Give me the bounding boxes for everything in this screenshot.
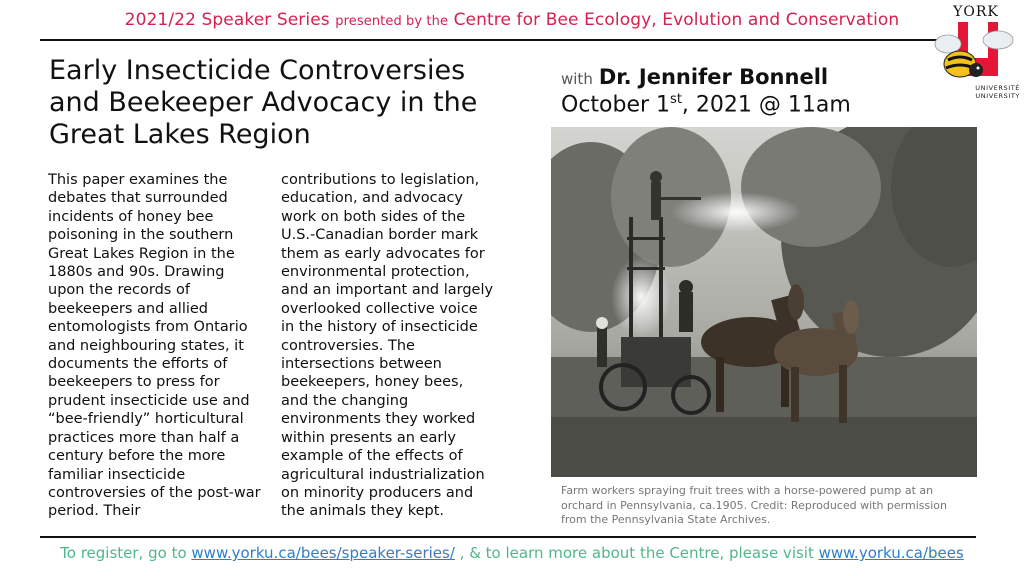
speaker-line: [561, 65, 921, 89]
bottom-divider: [40, 536, 976, 538]
photo-illustration: [551, 127, 977, 477]
footer-text-register: To register, go to: [60, 544, 192, 562]
talk-title: Early Insecticide Controversies and Beekeeper Advocacy in the Great Lakes Region: [49, 55, 478, 150]
date-suffix: , 2021 @ 11am: [681, 92, 851, 118]
date-prefix: October 1: [561, 92, 671, 118]
york-university-logo: [932, 4, 1020, 100]
date-ordinal: st: [670, 92, 682, 107]
logo-universite-text: UNIVERSITÉ: [975, 84, 1020, 92]
top-divider: [40, 39, 965, 41]
orchard-spraying-photo: [551, 127, 977, 477]
logo-york-text: YORK: [953, 4, 999, 20]
bee-logo-icon: [934, 20, 1018, 84]
speaker-series-link[interactable]: www.yorku.ca/bees/speaker-series/: [191, 544, 455, 562]
series-label: 2021/22 Speaker Series: [124, 10, 330, 30]
logo-university-text: UNIVERSITY: [975, 92, 1020, 100]
speaker-name: Dr. Jennifer Bonnell: [598, 65, 829, 89]
centre-name: Centre for Bee Ecology, Evolution and Conservation: [453, 10, 900, 30]
bees-centre-link[interactable]: www.yorku.ca/bees: [818, 544, 964, 562]
with-label: with: [561, 70, 593, 88]
abstract-column-1: This paper examines the debates that surrounded incidents of honey bee poisoning in the southern Great Lakes Region in the 1880s and 90s. Drawing upon the records of beekeepers and allied entomologists from Ontario and neighbouring states, it documents the efforts of beekeepers to press for prudent insecticide use and “bee-friendly” horticultural practices more than half a century before the more familiar insecticide controversies of the post-war period. Their: [48, 172, 261, 520]
footer-text-learn-more: , & to learn more about the Centre, please visit: [454, 544, 819, 562]
abstract-column-2: contributions to legislation, education, and advocacy work on both sides of the U.S.-Canadian border mark them as early advocates for environmental protection, and an important and largely overlooked collective voice in the history of insecticide controversies. The intersections between beekeepers, honey bees, and the changing environments they worked within presents an early example of the effects of agricultural industrialization on minority producers and the animals they kept.: [281, 172, 494, 520]
photo-caption: Farm workers spraying fruit trees with a horse-powered pump at an orchard in Pennsylvania, ca.1905. Credit: Reproduced with permission from the Pennsylvania State Archives.: [561, 484, 947, 526]
talk-date: [561, 92, 851, 117]
presented-by-label: presented by the: [335, 14, 449, 29]
series-banner: [0, 10, 1024, 30]
footer-register: [0, 544, 1024, 562]
